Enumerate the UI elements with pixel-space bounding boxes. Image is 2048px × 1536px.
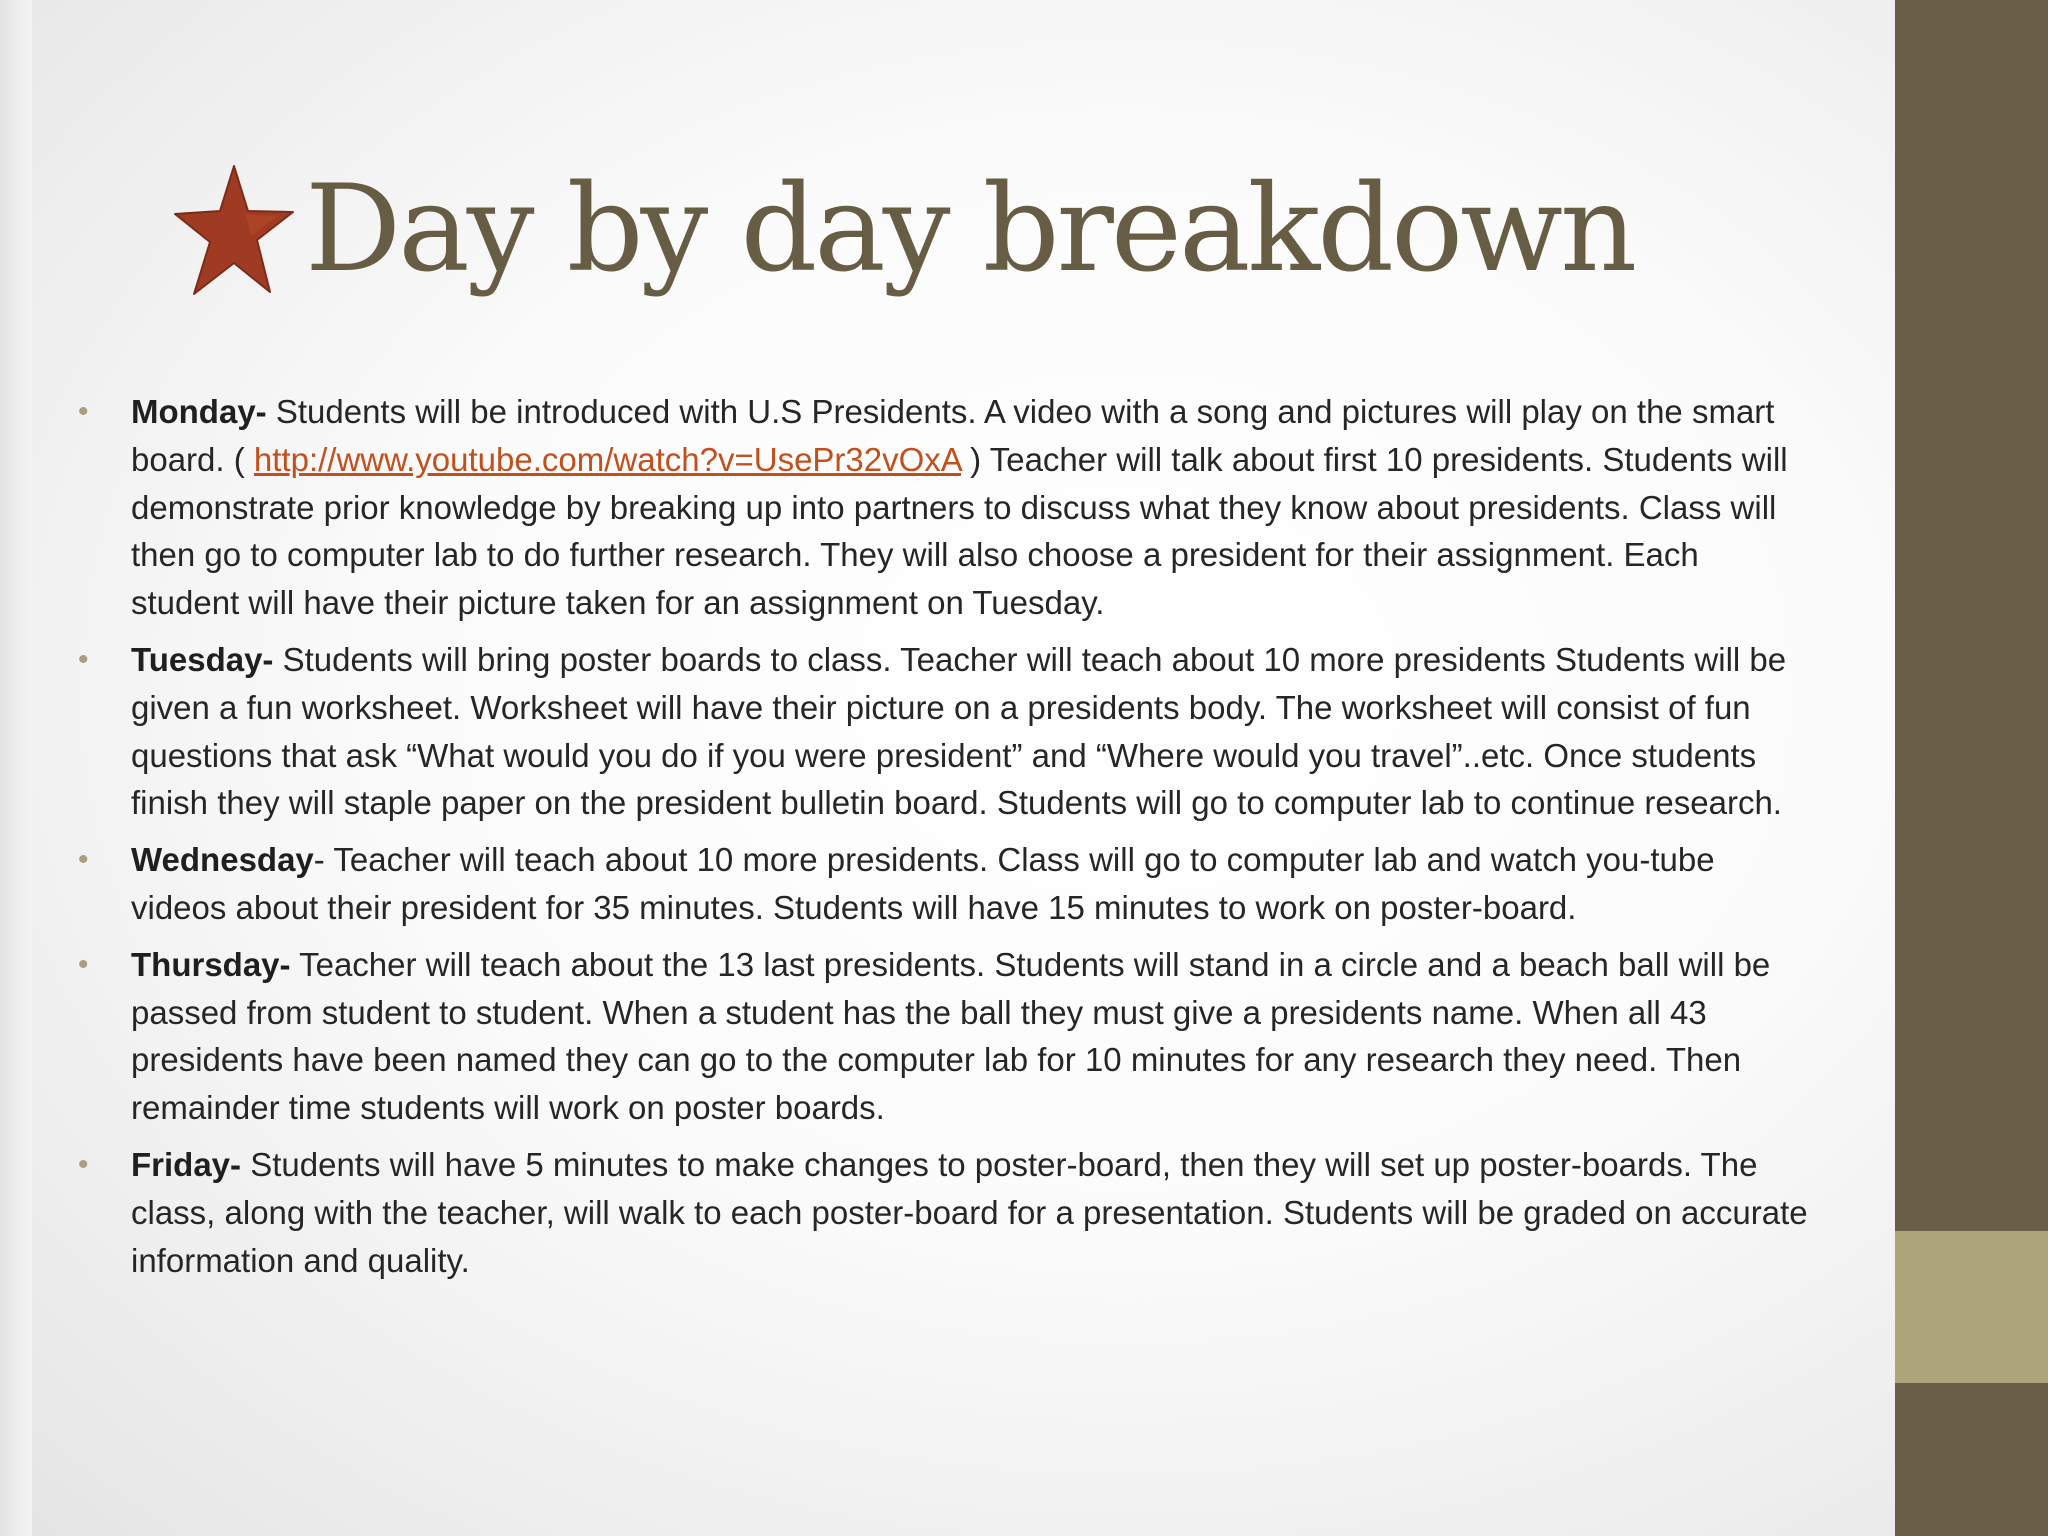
bullet-dot: • [78, 947, 89, 981]
left-edge-shadow [0, 0, 32, 1536]
list-item-thursday [72, 941, 1812, 1132]
list-item-monday [72, 388, 1812, 627]
breakdown-list [72, 388, 1812, 1293]
title-row [172, 150, 1634, 310]
day-label: Wednesday [131, 841, 314, 879]
youtube-link[interactable]: http://www.youtube.com/watch?v=UsePr32vOxA [253, 440, 961, 478]
sidebar-accent-band [1895, 1231, 2048, 1383]
bullet-dot: • [78, 642, 89, 676]
item-text: - Teacher will teach about 10 more presidents. Class will go to computer lab and watch you-tube videos about their president for 35 minutes. Students will have 15 minutes to work on poster-board. [131, 841, 1715, 926]
bullet-dot: • [78, 1147, 89, 1181]
item-text-after: ) Teacher will talk about first 10 presidents. Students will demonstrate prior knowledge by breaking up into partners to discuss what they know about presidents. Class will then go to computer lab to do further research. They will also choose a president for their assignment. Each student will have their picture taken for an assignment on Tuesday. [131, 440, 1788, 622]
star-icon [172, 164, 297, 296]
day-label: Friday- [131, 1145, 242, 1183]
day-label: Monday- [131, 393, 267, 430]
item-text: Students will bring poster boards to class. Teacher will teach about 10 more presidents Students will be given a fun worksheet. Worksheet will have their picture on a presidents body. The worksheet will consist of fun questions that ask “What would you do if you were president” and “Where would you travel”..etc. Once students finish they will staple paper on the president bulletin board. Students will go to computer lab to continue research. [131, 640, 1787, 822]
day-label: Thursday- [131, 945, 291, 983]
slide-title: Day by day breakdown [305, 160, 1635, 299]
list-item-wednesday [72, 836, 1812, 932]
day-label: Tuesday- [131, 640, 274, 678]
list-item-friday [72, 1141, 1812, 1284]
item-text: Teacher will teach about the 13 last presidents. Students will stand in a circle and a beach ball will be passed from student to student. When a student has the ball they must give a presidents name. When all 43 presidents have been named they can go to the computer lab for 10 minutes for any research they need. Then remainder time students will work on poster boards. [131, 945, 1771, 1127]
right-sidebar-bar [1895, 0, 2048, 1536]
bullet-dot: • [78, 843, 89, 877]
bullet-dot: • [78, 395, 89, 428]
item-text: Students will be introduced with U.S Presidents. A video with a song and pictures will play on the smart board. ( [131, 393, 1775, 478]
item-text: Students will have 5 minutes to make changes to poster-board, then they will set up poster-boards. The class, along with the teacher, will walk to each poster-board for a presentation. Students will be graded on accurate information and quality. [131, 1145, 1808, 1279]
list-item-tuesday [72, 636, 1812, 827]
